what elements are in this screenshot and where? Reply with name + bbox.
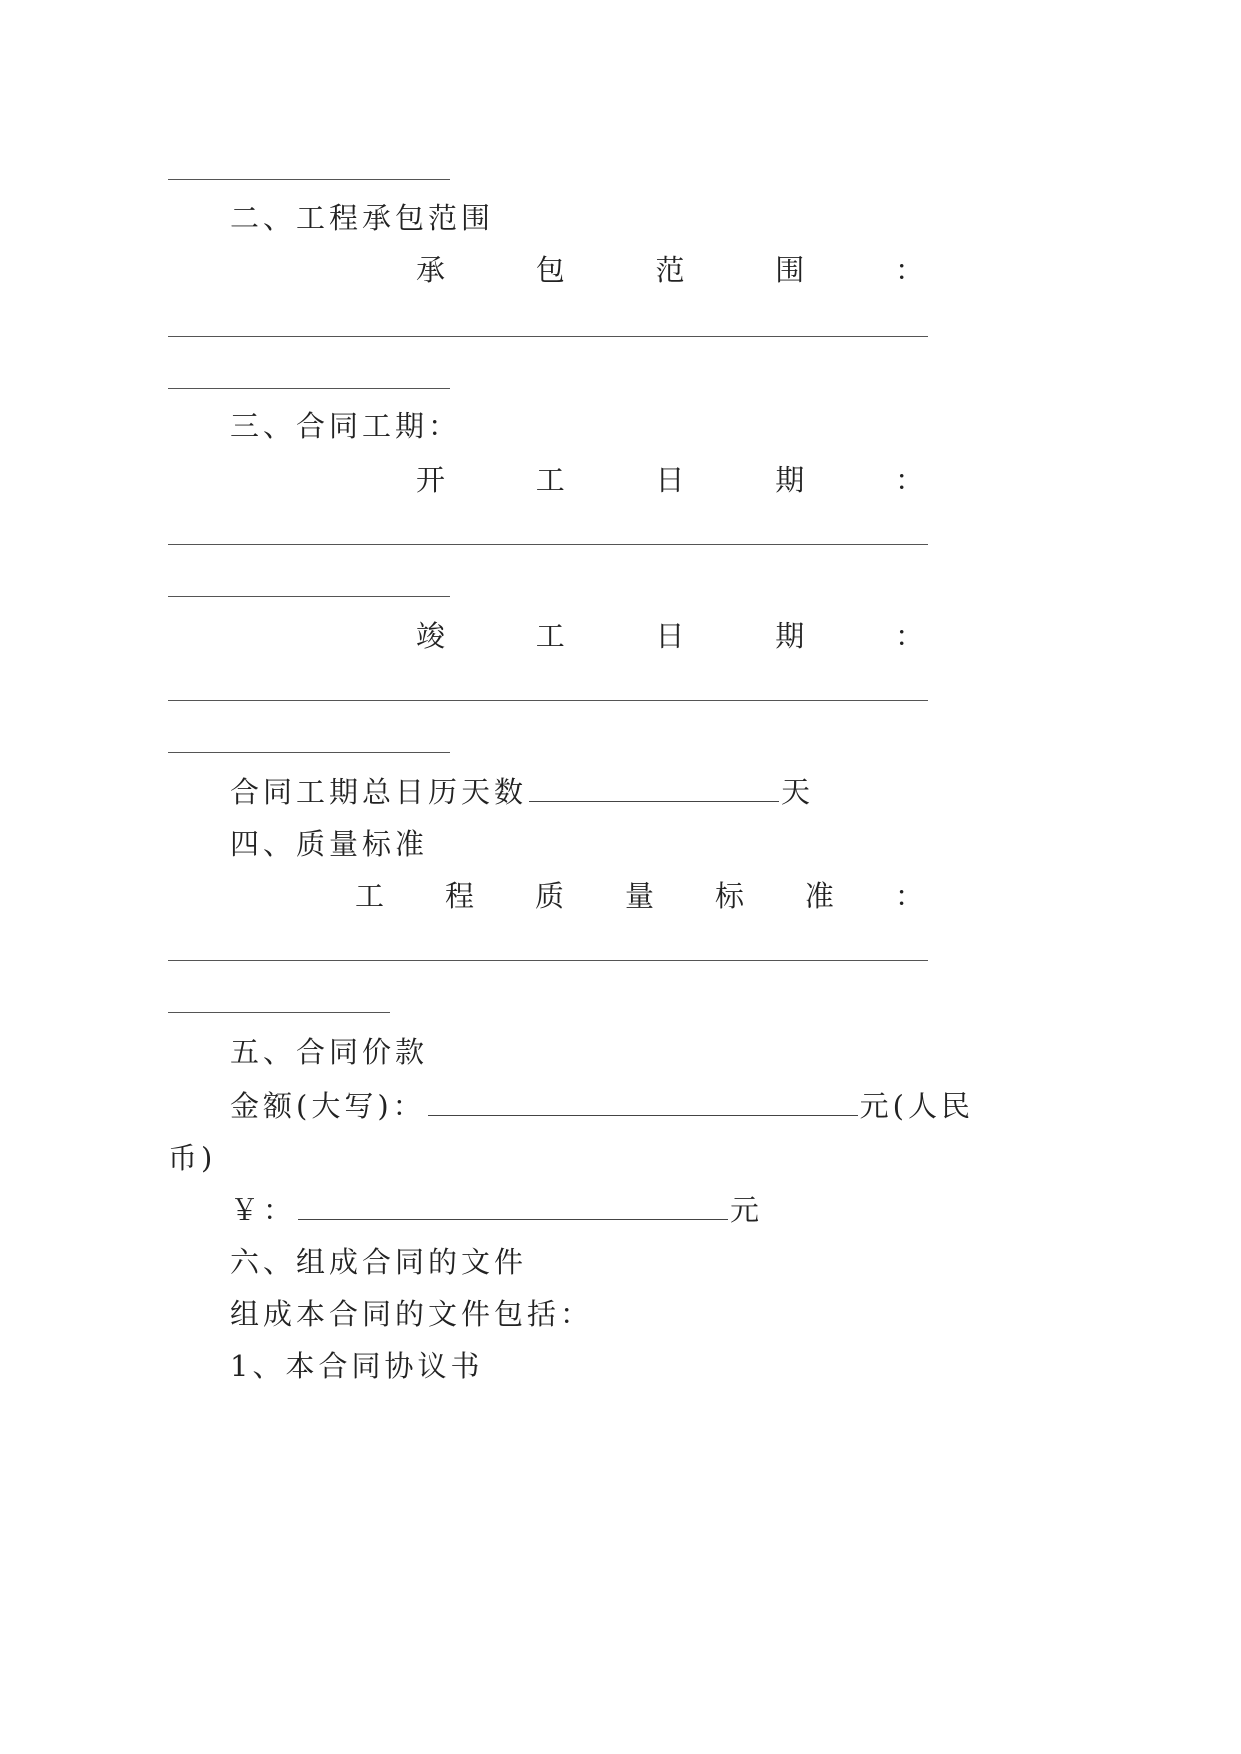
amount-unit: 元(人民 xyxy=(859,1089,974,1123)
yen-blank[interactable] xyxy=(298,1191,728,1220)
start-date-char: 日 xyxy=(655,463,685,497)
start-date-char: ： xyxy=(894,463,924,497)
start-date-char: 工 xyxy=(535,463,565,497)
section-heading-quality: 四、质量标准 xyxy=(230,827,429,861)
fill-line[interactable] xyxy=(168,336,928,337)
scope-char: 承 xyxy=(416,253,446,287)
end-date-char: 期 xyxy=(775,619,805,653)
docs-intro: 组成本合同的文件包括： xyxy=(230,1297,594,1331)
end-date-char: ： xyxy=(894,619,924,653)
yen-label: ￥： xyxy=(230,1193,297,1227)
scope-char: 围 xyxy=(775,253,805,287)
section-heading-docs: 六、组成合同的文件 xyxy=(230,1245,528,1279)
quality-char: 标 xyxy=(714,879,744,913)
scope-char: 范 xyxy=(655,253,685,287)
end-date-char: 工 xyxy=(535,619,565,653)
yen-row xyxy=(230,1190,763,1230)
fill-line[interactable] xyxy=(168,544,928,545)
quality-char: 量 xyxy=(624,879,654,913)
fill-line xyxy=(168,179,450,180)
end-date-char: 日 xyxy=(655,619,685,653)
fill-line[interactable] xyxy=(168,752,450,753)
quality-char: ： xyxy=(894,879,924,913)
scope-char: ： xyxy=(894,253,924,287)
start-date-label xyxy=(416,460,924,500)
end-date-label xyxy=(416,616,924,656)
amount-unit-continued: 币) xyxy=(168,1141,217,1175)
total-days-unit: 天 xyxy=(781,775,815,809)
quality-char: 准 xyxy=(804,879,834,913)
section-heading-scope: 二、工程承包范围 xyxy=(230,201,495,235)
amount-row xyxy=(230,1086,974,1126)
section-heading-period: 三、合同工期： xyxy=(230,409,462,443)
end-date-char: 竣 xyxy=(416,619,446,653)
start-date-char: 期 xyxy=(775,463,805,497)
fill-line[interactable] xyxy=(168,960,928,961)
quality-char: 质 xyxy=(534,879,564,913)
fill-line[interactable] xyxy=(168,388,450,389)
start-date-char: 开 xyxy=(416,463,446,497)
yen-unit: 元 xyxy=(730,1193,764,1227)
amount-blank[interactable] xyxy=(428,1087,858,1116)
fill-line[interactable] xyxy=(168,596,450,597)
total-days-blank[interactable] xyxy=(529,773,779,802)
docs-item-1: 1、本合同协议书 xyxy=(230,1349,484,1383)
fill-line[interactable] xyxy=(168,1012,390,1013)
fill-line[interactable] xyxy=(168,700,928,701)
total-days-row xyxy=(230,772,814,812)
quality-field-label xyxy=(355,876,924,916)
section-heading-price: 五、合同价款 xyxy=(230,1035,429,1069)
amount-label: 金额(大写)： xyxy=(230,1089,426,1123)
scope-char: 包 xyxy=(535,253,565,287)
total-days-label: 合同工期总日历天数 xyxy=(230,775,528,809)
scope-field-label xyxy=(416,250,924,290)
quality-char: 程 xyxy=(444,879,474,913)
quality-char: 工 xyxy=(355,879,385,913)
